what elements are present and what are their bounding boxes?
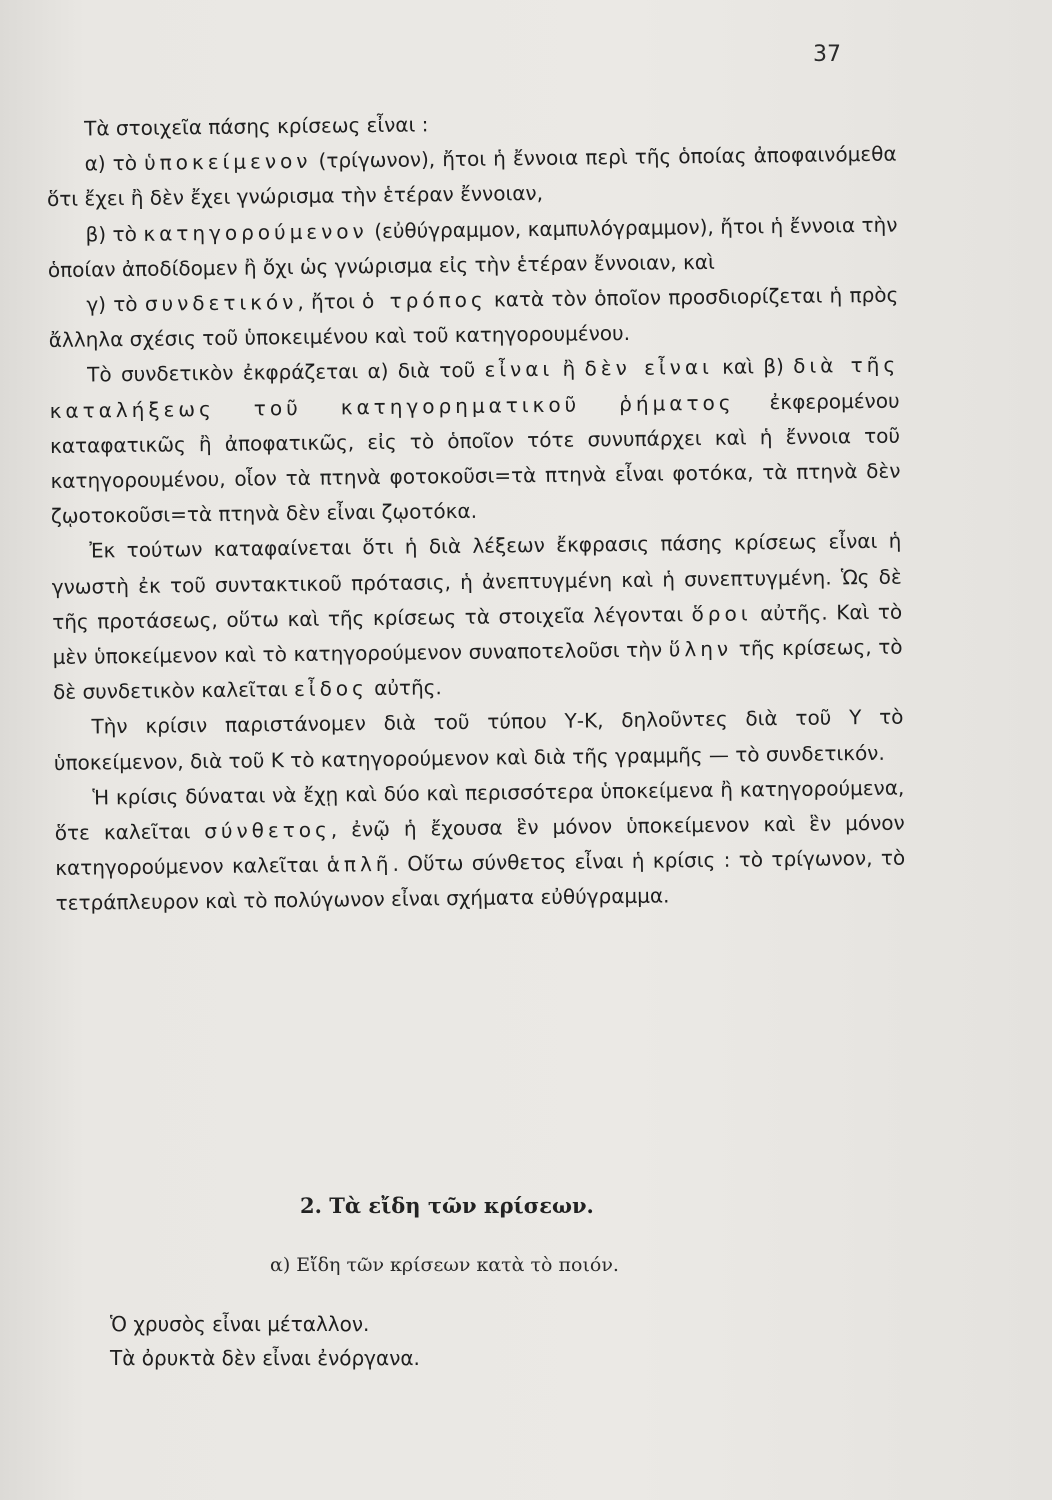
paragraph	[54, 770, 906, 921]
spaced-term: διὰ τῆς καταλήξεως τοῦ κατηγορηματικοῦ ῥήματος	[49, 353, 900, 423]
text-run: . Οὕτω σύνθετος εἶναι ἡ κρίσις : τὸ τρίγωνον, τὸ τετράπλευρον καὶ τὸ πολύγωνον εἶναι σχήματα εὐθύγραμμα.	[55, 845, 906, 916]
text-run: Τὸ συνδετικὸν ἐκφράζεται α) διὰ τοῦ	[87, 358, 485, 387]
subsection-heading: α) Εἴδη τῶν κρίσεων κατὰ τὸ ποιόν.	[270, 1254, 619, 1276]
text-run: , ἐνῷ ἡ ἔχουσα ἓν μόνον ὑποκείμενον καὶ ἓν μόνον κατηγορούμενον καλεῖται	[55, 810, 905, 881]
text-run: αὐτῆς. Καὶ τὸ μὲν ὑποκείμενον καὶ τὸ κατηγορούμενον συναποτελοῦσι τὴν	[52, 599, 903, 670]
text-run: (τρίγωνον), ἤτοι ἡ ἔννοια περὶ τῆς ὁποίας ἀποφαινόμεθα ὅτι ἔχει ἢ δὲν ἔχει γνώρισμα τὴν ἑτέραν ἔννοιαν,	[46, 141, 897, 212]
spaced-term: κατηγορούμενον	[143, 218, 368, 246]
text-run: α) τὸ	[84, 151, 145, 176]
example-sentence: Τὰ ὀρυκτὰ δὲν εἶναι ἐνόργανα.	[110, 1346, 420, 1370]
text-run: , ἤτοι	[297, 289, 363, 314]
example-sentence: Ὁ χρυσὸς εἶναι μέταλλον.	[110, 1312, 370, 1336]
paragraph	[53, 700, 904, 781]
section-heading: 2. Τὰ εἴδη τῶν κρίσεων.	[300, 1193, 594, 1218]
spaced-term: ὁ τρόπος	[361, 287, 487, 314]
text-run: Τὰ στοιχεῖα πάσης κρίσεως εἶναι :	[84, 112, 429, 141]
spaced-term: ἁπλῆ	[326, 852, 393, 877]
text-run: καὶ β)	[712, 354, 794, 380]
spaced-term: ὅροι	[691, 601, 752, 626]
paragraph	[51, 524, 903, 710]
paragraph	[49, 348, 901, 534]
text-run: ἐκφερομένου καταφατικῶς ἢ ἀποφατικῶς, εἰς τὸ ὁποῖον τότε συνυπάρχει καὶ ἡ ἔννοια τοῦ κατηγορουμένου, οἷον τὰ πτηνὰ φοτοκοῦσι=τὰ πτηνὰ εἶναι φοτόκα, τὰ πτηνὰ δὲν ζῳοτοκοῦσι=τὰ πτηνὰ δὲν εἶναι ζῳοτόκα.	[49, 388, 901, 529]
body-text	[46, 102, 906, 922]
spaced-term: ὑποκείμενον	[143, 148, 312, 176]
text-run: τῆς κρίσεως, τὸ δὲ συνδετικὸν καλεῖται	[52, 634, 903, 705]
text-run: β) τὸ	[85, 221, 144, 247]
spaced-term: συνδετικόν	[144, 289, 298, 316]
spaced-term: δὲν εἶναι	[584, 355, 713, 381]
text-run: κατὰ τὸν ὁποῖον προσδιορίζεται ἡ πρὸς ἄλληλα σχέσις τοῦ ὑποκειμένου καὶ τοῦ κατηγορουμένου.	[48, 282, 899, 353]
text-run: Τὴν κρίσιν παριστάνομεν διὰ τοῦ τύπου Υ-Κ, δηλοῦντες διὰ τοῦ Υ τὸ ὑποκείμενον, διὰ τοῦ Κ τὸ κατηγορούμενον καὶ διὰ τῆς γραμμῆς — τὸ συνδετικόν.	[53, 705, 904, 775]
spaced-term: εἶδος	[293, 676, 368, 702]
text-run: (εὐθύγραμμον, καμπυλόγραμμον), ἤτοι ἡ ἔννοια τὴν ὁποίαν ἀποδίδομεν ἢ ὄχι ὡς γνώρισμα εἰς τὴν ἑτέραν ἔννοιαν, καὶ	[47, 212, 898, 282]
spaced-term: ὕλην	[668, 636, 733, 662]
paragraph	[48, 278, 899, 359]
text-run: Ἐκ τούτων καταφαίνεται ὅτι ἡ διὰ λέξεων ἔκφρασις πάσης κρίσεως εἶναι ἡ γνωστὴ ἐκ τοῦ συντακτικοῦ πρότασις, ἡ ἀνεπτυγμένη καὶ ἡ συνεπτυγμένη. Ὡς δὲ τῆς προτάσεως, οὕτω καὶ τῆς κρίσεως τὰ στοιχεῖα λέγονται	[51, 529, 902, 634]
text-run: αὐτῆς.	[367, 675, 442, 701]
spaced-term: εἶναι	[484, 357, 554, 383]
spaced-term: σύνθετος	[204, 817, 331, 844]
page-number: 37	[813, 42, 841, 67]
text-run: γ) τὸ	[86, 291, 146, 317]
text-run: ἢ	[553, 356, 585, 382]
paragraph	[46, 137, 897, 218]
paragraph	[47, 207, 898, 288]
text-run: Ἡ κρίσις δύναται νὰ ἔχῃ καὶ δύο καὶ περισσότερα ὑποκείμενα ἢ κατηγορούμενα, ὅτε καλεῖται	[54, 775, 905, 846]
